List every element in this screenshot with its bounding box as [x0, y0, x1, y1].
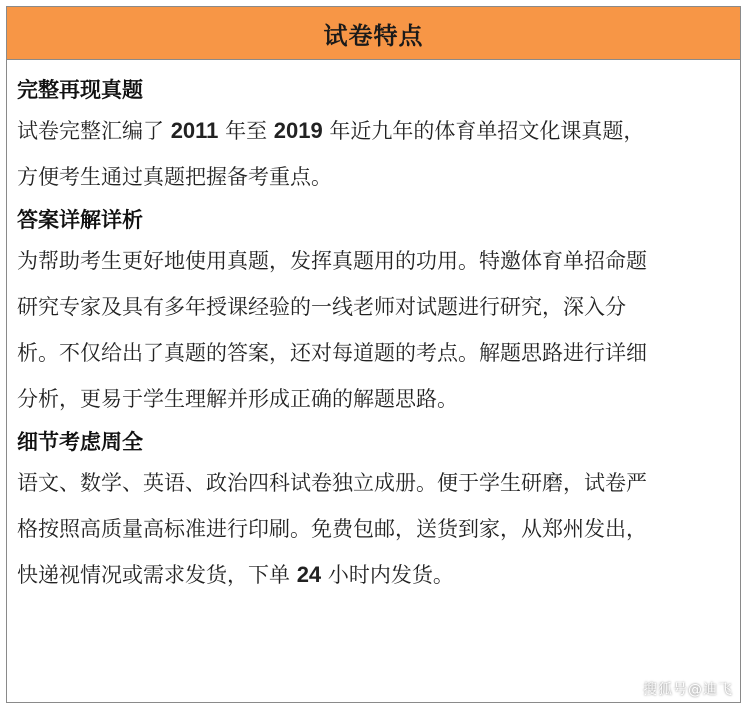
section-title-details: 细节考虑周全 — [17, 430, 143, 454]
paragraph-line: 分析，更易于学生理解并形成正确的解题思路。 — [17, 387, 458, 411]
paragraph-line: 为帮助考生更好地使用真题，发挥真题用的功用。特邀体育单招命题 — [17, 249, 647, 273]
paragraph-line: 试卷完整汇编了 2011 年至 2019 年近九年的体育单招文化课真题， — [17, 118, 645, 143]
section-title-complete: 完整再现真题 — [17, 78, 143, 102]
watermark: 搜狐号@迪飞 — [643, 682, 733, 698]
paragraph-line: 格按照高质量高标准进行印刷。免费包邮，送货到家，从郑州发出， — [17, 517, 647, 541]
paragraph-line: 快递视情况或需求发货，下单 24 小时内发货。 — [17, 562, 454, 587]
feature-card — [6, 6, 741, 703]
paragraph-line: 语文、数学、英语、政治四科试卷独立成册。便于学生研磨，试卷严 — [17, 471, 647, 495]
card-header — [7, 7, 740, 60]
section-title-answers: 答案详解详析 — [17, 208, 143, 232]
card-title: 试卷特点 — [323, 21, 424, 50]
paragraph-line: 方便考生通过真题把握备考重点。 — [17, 165, 332, 189]
paragraph-line: 析。不仅给出了真题的答案，还对每道题的考点。解题思路进行详细 — [17, 341, 647, 365]
paragraph-line: 研究专家及具有多年授课经验的一线老师对试题进行研究，深入分 — [17, 295, 626, 319]
card-body — [7, 60, 740, 598]
